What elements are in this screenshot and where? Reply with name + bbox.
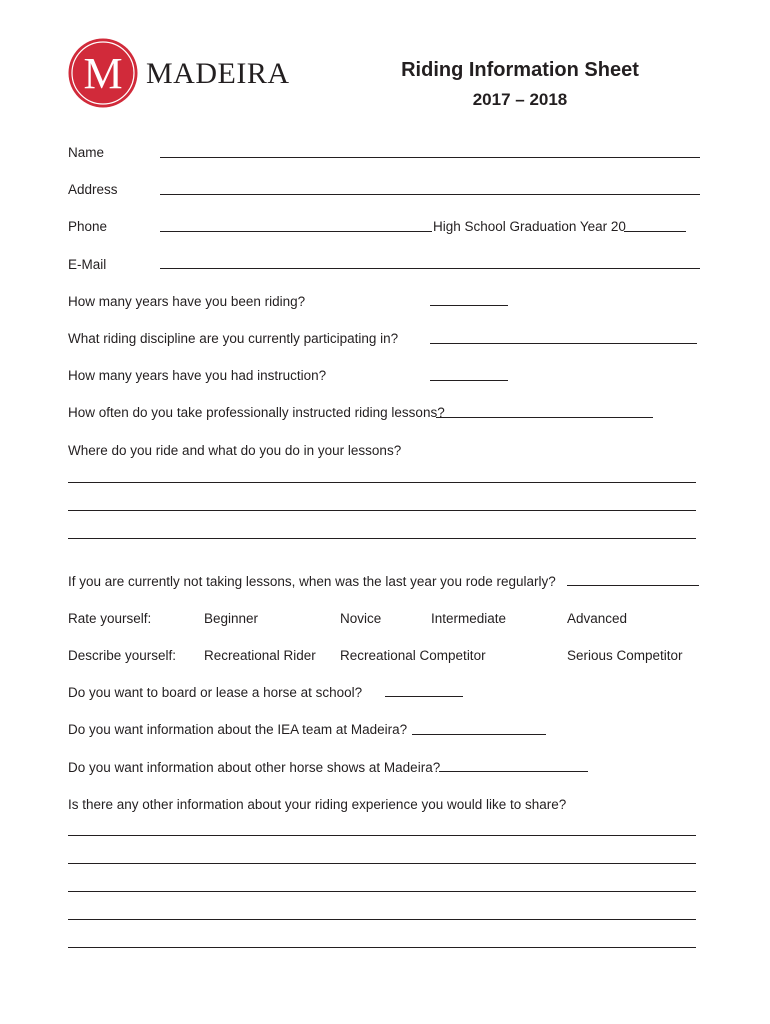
rate-option-intermediate[interactable]: Intermediate bbox=[431, 611, 507, 626]
phone-field[interactable] bbox=[160, 231, 432, 232]
describe-option-serious-competitor[interactable]: Serious Competitor bbox=[567, 648, 683, 663]
where-ride-answer-line-2[interactable] bbox=[68, 510, 696, 511]
name-field[interactable] bbox=[160, 157, 700, 158]
last-year-rode-question: If you are currently not taking lessons, when was the last year you rode regularly? bbox=[68, 574, 556, 589]
other-info-answer-line-3[interactable] bbox=[68, 891, 696, 892]
name-label: Name bbox=[68, 145, 105, 160]
logo-wordmark: MADEIRA bbox=[146, 57, 290, 90]
logo-letter: M bbox=[83, 49, 123, 98]
graduation-year-field[interactable] bbox=[624, 231, 686, 232]
rate-option-advanced[interactable]: Advanced bbox=[567, 611, 628, 626]
where-ride-answer-line-1[interactable] bbox=[68, 482, 696, 483]
page-title: Riding Information Sheet bbox=[401, 59, 639, 81]
years-instruction-question: How many years have you had instruction? bbox=[68, 368, 327, 383]
horse-shows-question: Do you want information about other horse shows at Madeira? bbox=[68, 760, 441, 775]
horse-shows-field[interactable] bbox=[439, 771, 588, 772]
other-info-answer-line-2[interactable] bbox=[68, 863, 696, 864]
years-instruction-field[interactable] bbox=[430, 380, 508, 381]
rate-yourself-label: Rate yourself: bbox=[68, 611, 152, 626]
address-label: Address bbox=[68, 182, 118, 197]
years-riding-question: How many years have you been riding? bbox=[68, 294, 306, 309]
board-lease-question: Do you want to board or lease a horse at school? bbox=[68, 685, 363, 700]
email-label: E-Mail bbox=[68, 257, 107, 272]
where-ride-answer-line-3[interactable] bbox=[68, 538, 696, 539]
discipline-field[interactable] bbox=[430, 343, 697, 344]
other-info-question: Is there any other information about your riding experience you would like to share? bbox=[68, 797, 567, 812]
lesson-frequency-question: How often do you take professionally instructed riding lessons? bbox=[68, 405, 445, 420]
email-field[interactable] bbox=[160, 268, 700, 269]
discipline-question: What riding discipline are you currently participating in? bbox=[68, 331, 399, 346]
iea-team-field[interactable] bbox=[412, 734, 546, 735]
madeira-logo-seal bbox=[68, 38, 138, 108]
board-lease-field[interactable] bbox=[385, 696, 463, 697]
other-info-answer-line-4[interactable] bbox=[68, 919, 696, 920]
describe-option-recreational-competitor[interactable]: Recreational Competitor bbox=[340, 648, 486, 663]
phone-label: Phone bbox=[68, 219, 108, 234]
rate-option-beginner[interactable]: Beginner bbox=[204, 611, 259, 626]
school-year: 2017 – 2018 bbox=[472, 90, 568, 109]
describe-yourself-label: Describe yourself: bbox=[68, 648, 177, 663]
address-field[interactable] bbox=[160, 194, 700, 195]
other-info-answer-line-5[interactable] bbox=[68, 947, 696, 948]
graduation-year-label: High School Graduation Year 20 bbox=[433, 219, 626, 234]
years-riding-field[interactable] bbox=[430, 305, 508, 306]
last-year-rode-field[interactable] bbox=[567, 585, 699, 586]
rate-option-novice[interactable]: Novice bbox=[340, 611, 382, 626]
describe-option-recreational-rider[interactable]: Recreational Rider bbox=[204, 648, 316, 663]
where-ride-question: Where do you ride and what do you do in your lessons? bbox=[68, 443, 402, 458]
lesson-frequency-field[interactable] bbox=[436, 417, 653, 418]
other-info-answer-line-1[interactable] bbox=[68, 835, 696, 836]
iea-team-question: Do you want information about the IEA team at Madeira? bbox=[68, 722, 408, 737]
